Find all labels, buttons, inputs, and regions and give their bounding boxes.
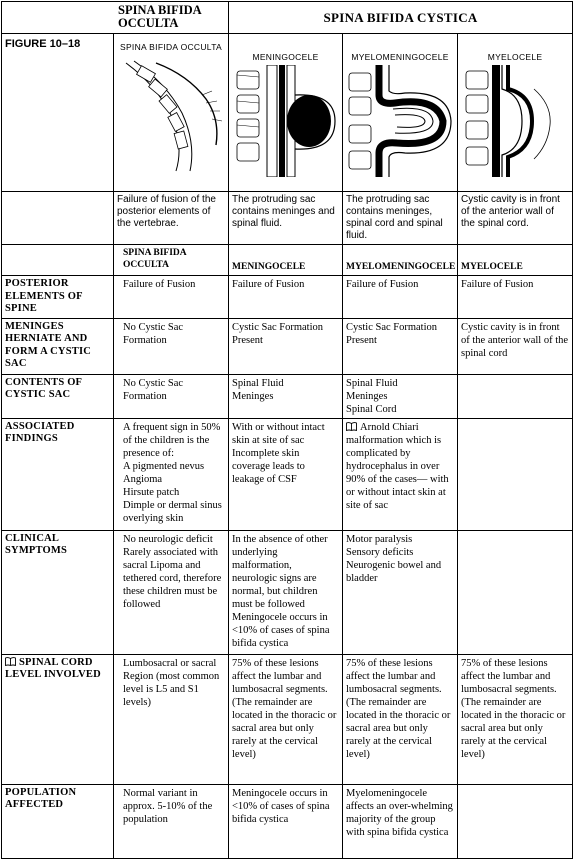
row-label: POPULATION AFFECTED [2,784,114,858]
spine-myelocele-illustration [460,65,570,177]
row-label: SPINAL CORD LEVEL INVOLVED [2,654,114,784]
caption-spacer [2,192,114,245]
cell-meningocele: 75% of these lesions affect the lumbar and lumbosacral segments. (The remainder are located in the thoracic or sacral area but only rarely at the cervical level) [229,654,343,784]
occulta-header [2,2,229,34]
column-occulta: SPINA BIFIDA OCCULTA [114,245,229,276]
row-posterior-elements [2,276,573,319]
panel-meningocele [229,34,343,192]
caption-myelomeningocele: The protruding sac contains meninges, spinal cord and spinal fluid. [343,192,458,245]
cell-myelomeningocele: 75% of these lesions affect the lumbar and lumbosacral segments. (The remainder are located in the thoracic or sacral area but only rarely at the cervical level) [343,654,458,784]
caption-meningocele: The protruding sac contains meninges and spinal fluid. [229,192,343,245]
caption-myelocele: Cystic cavity is in front of the anterior wall of the spinal cord. [458,192,573,245]
row-label: ASSOCIATED FINDINGS [2,418,114,530]
row-population-affected [2,784,573,858]
cell-myelocele [458,418,573,530]
cell-occulta: Normal variant in approx. 5-10% of the population [114,784,229,858]
figure-image-row [2,34,573,192]
caption-row [2,192,573,245]
occulta-title: SPINA BIFIDA OCCULTA [118,3,202,30]
cell-myelomeningocele: Myelomeningocele affects an over-whelming majority of the group with spina bifida cystica [343,784,458,858]
row-contents-cystic-sac [2,374,573,418]
cell-occulta: A frequent sign in 50% of the children is the presence of: A pigmented nevus Angioma Hirsute patch Dimple or dermal sinus overlying skin [114,418,229,530]
cell-myelocele: Cystic cavity is in front of the anterior wall of the spinal cord [458,318,573,374]
row-label: MENINGES HERNIATE AND FORM A CYSTIC SAC [2,318,114,374]
row-associated-findings [2,418,573,530]
panel-occulta [114,34,229,192]
panel-title-myelomeningocele: MYELOMENINGOCELE [351,52,449,62]
cell-myelomeningocele: Spinal Fluid Meninges Spinal Cord [343,374,458,418]
cell-occulta: No Cystic Sac Formation [114,374,229,418]
column-myelomeningocele: MYELOMENINGOCELE [343,245,458,276]
column-header-spacer [2,245,114,276]
cell-meningocele: Cystic Sac Formation Present [229,318,343,374]
panel-myelomeningocele [343,34,458,192]
panel-title-occulta: SPINA BIFIDA OCCULTA [119,42,223,52]
caption-occulta: Failure of fusion of the posterior elements of the vertebrae. [114,192,229,245]
row-label: CONTENTS OF CYSTIC SAC [2,374,114,418]
panel-title-myelocele: MYELOCELE [487,52,543,62]
cystica-title: SPINA BIFIDA CYSTICA [323,9,478,25]
cell-myelomeningocele: Cystic Sac Formation Present [343,318,458,374]
cell-meningocele: Spinal Fluid Meninges [229,374,343,418]
row-label: CLINICAL SYMPTOMS [2,530,114,654]
column-myelocele: MYELOCELE [458,245,573,276]
figure-label: FIGURE 10–18 [2,34,114,192]
panel-title-meningocele: MENINGOCELE [252,52,319,62]
book-icon [5,657,16,666]
spine-occulta-illustration [116,55,226,173]
cell-myelomeningocele: Motor paralysis Sensory deficits Neurogenic bowel and bladder [343,530,458,654]
panel-myelocele [458,34,573,192]
column-meningocele: MENINGOCELE [229,245,343,276]
cell-myelocele: 75% of these lesions affect the lumbar and lumbosacral segments. (The remainder are located in the thoracic or sacral area but only rarely at the cervical level) [458,654,573,784]
cell-occulta: No neurologic deficit Rarely associated with sacral Lipoma and tethered cord, therefore these children must be followed [114,530,229,654]
cystica-header [229,2,573,34]
cell-occulta: Failure of Fusion [114,276,229,319]
cell-occulta: Lumbosacral or sacral Region (most common level is L5 and S1 levels) [114,654,229,784]
row-meninges-herniate [2,318,573,374]
cell-meningocele: With or without intact skin at site of sac Incomplete skin coverage leads to leakage of CSF [229,418,343,530]
cell-meningocele: Meningocele occurs in <10% of cases of spina bifida cystica [229,784,343,858]
book-icon [346,422,357,431]
spina-bifida-table [1,1,573,859]
header-row [2,2,573,34]
cell-myelomeningocele: Arnold Chiari malformation which is complicated by hydrocephalus in over 90% of the cases— with or without intact skin at site of sac [343,418,458,530]
spine-myelomeningocele-illustration [345,65,455,177]
cell-myelocele: Failure of Fusion [458,276,573,319]
cell-myelocele [458,530,573,654]
cell-meningocele: In the absence of other underlying malformation, neurologic signs are normal, but children must be followed Meningocele occurs in <10% of cases of spina bifida cystica [229,530,343,654]
spine-meningocele-illustration [231,65,341,177]
column-header-row [2,245,573,276]
cell-meningocele: Failure of Fusion [229,276,343,319]
row-label: POSTERIOR ELEMENTS OF SPINE [2,276,114,319]
row-spinal-cord-level [2,654,573,784]
cell-myelomeningocele: Failure of Fusion [343,276,458,319]
cell-myelocele [458,784,573,858]
cell-myelocele [458,374,573,418]
cell-occulta: No Cystic Sac Formation [114,318,229,374]
row-clinical-symptoms [2,530,573,654]
